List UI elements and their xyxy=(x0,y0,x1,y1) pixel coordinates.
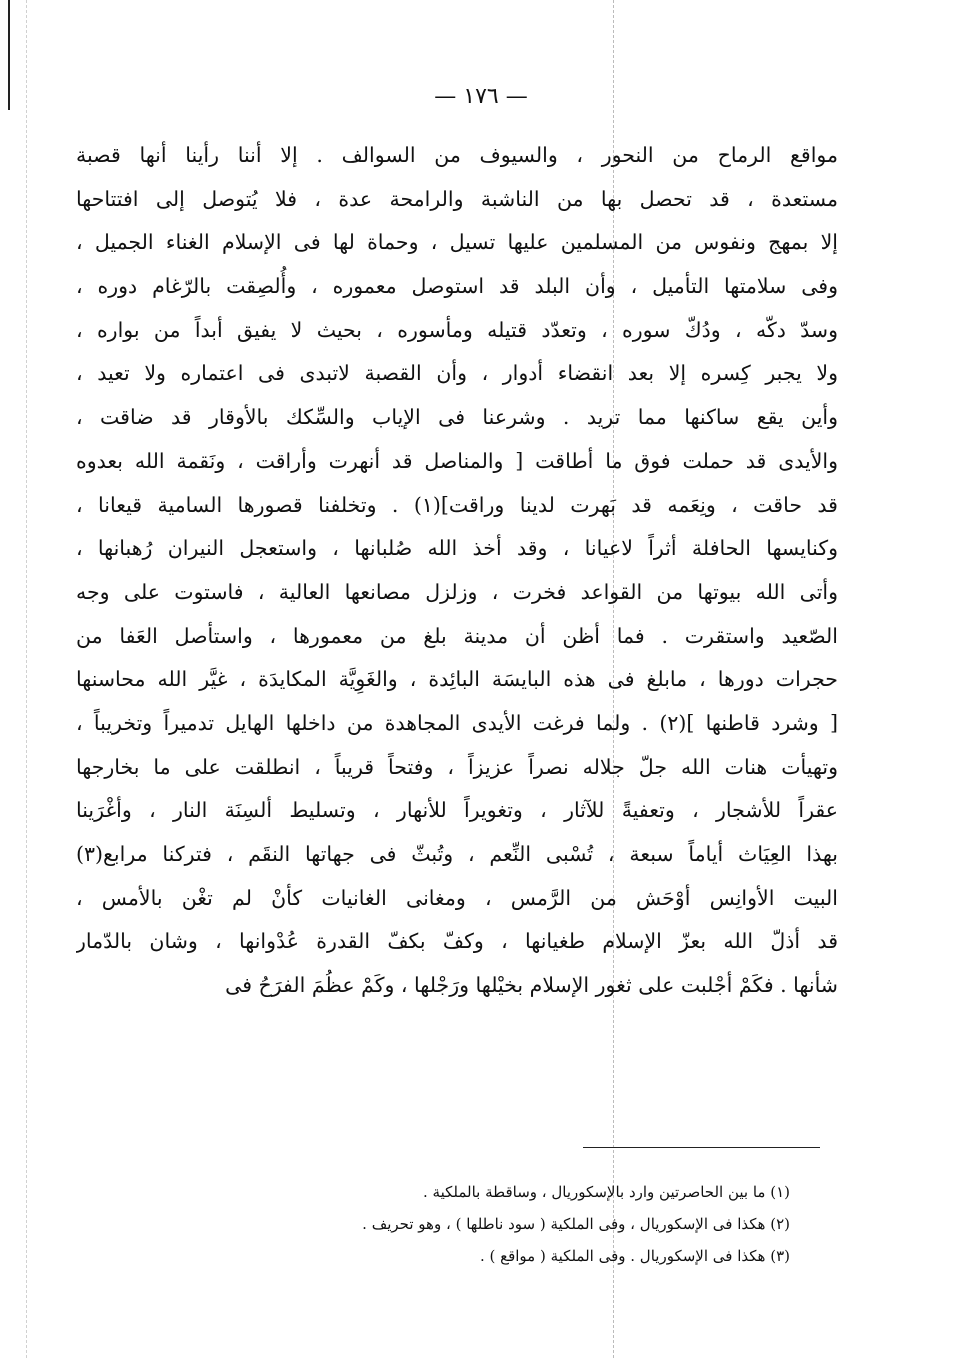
scan-fold-line-left xyxy=(26,0,27,1358)
footnote-2: (٢) هكذا فى الإسكوريال ، وفى الملكية ( سود ناطلها ) ، وهو تحريف . xyxy=(362,1215,790,1233)
text-line: البيت الأوانِس أوْحَش من الرَّمس ، ومغانى الغانيات كأنْ لم تغْن بالأمس ، xyxy=(76,885,838,910)
text-line: مواقع الرماح من النحور ، والسيوف من السوالف . إلا أننا رأينا أنها قصبة xyxy=(76,143,838,167)
footnotes xyxy=(250,1176,790,1272)
text-line: وفى سلامتها التأميل ، وأن البلد قد استوصل معموره ، وأُلصِقت بالرّغام دوره ، xyxy=(76,274,838,299)
text-line: قد حاقت ، ونِعَمه قد بَهرت لدينا وراقت](١) . وتخلفنا قصورها السامية قيعانا ، xyxy=(76,492,838,517)
text-line: وكنايسها الحافلة أثراً لاعيانا ، وقد أخذ الله صُلبانها ، واستعجل النيران رُهبانها ، xyxy=(76,536,838,561)
footnote-3: (٣) هكذا فى الإسكوريال . وفى الملكية ( مواقع ) . xyxy=(479,1247,790,1265)
footnote-divider xyxy=(583,1147,820,1148)
text-line: ولا يجبر كِسره إلا بعد انقضاء أدوار ، وأن القصبة لاتبدى فى اعتماره ولا تعيد ، xyxy=(76,361,838,386)
text-line: مستعدة ، قد تحصل بها من الناشبة والرامحة عدة ، فلا يُتوصل إلى افتتاحها xyxy=(76,186,838,211)
text-line: وأين يقع ساكنها مما تريد . وشرعنا فى الإياب والسِّكك بالأوقار قد ضاقت ، xyxy=(76,405,838,430)
text-line: شأنها . فكَمْ أجْلبت على ثغور الإسلام بخيْلها ورَجْلها ، وكَمْ عظُمَ الفرَحُ فى xyxy=(225,973,838,998)
text-line: وتهيأت هنات الله جلّ جلاله نصراً عزيزاً ، وفتحاً قريباً ، انطلقت على ما بخارجها xyxy=(76,754,838,779)
page-number: — ١٧٦ — xyxy=(434,84,528,109)
text-line: إلا بمهج ونفوس من المسلمين عليها تسيل ، وحماة لها فى الإسلام الغناء الجميل ، xyxy=(76,230,838,255)
footnote-1: (١) ما بين الحاصرتين وارد بالإسكوريال ، وساقطة بالملكية . xyxy=(423,1183,790,1201)
text-line: والأيدى قد حملت فوق ما أطاقت [ والمناصل قد أنهرت وأراقت ، ونَقمة الله بعدوه xyxy=(76,448,838,473)
text-line: بهذا العِيَاث أياماً سبعة ، تُسْبى النِّعم ، وتُبثّ فى جهاتها النقَم ، فتركنا مرابع(٣) xyxy=(76,842,838,866)
text-line: حجرات دورها ، مابلغ فى هذه البايسَة البائِدة ، والغَوِيَّة المكايدَة ، غيَّر الله محاسنها xyxy=(76,667,838,692)
text-line: [ وشرد قاطنها ](٢) . ولما فرغت الأيدى المجاهدة من داخلها الهايل تدميراً وتخريباً ، xyxy=(76,710,838,735)
text-line: وسدّ دكّه ، ودُكّ سوره ، وتعدّد قتيله ومأسوره ، بحيث لا يفيق أبداً من بواره ، xyxy=(76,317,838,342)
text-line: الصّعيد واستقرت . فما أظن أن مدينة بلغ من معمورها ، واستأصل العَفا من xyxy=(76,623,838,648)
text-line: قد أذلّ الله بعزّ الإسلام طغيانها ، وكفّ بكفّ القدرة عُدْوانها ، وشان بالدّمار xyxy=(76,929,838,954)
text-line: عقراً للأشجار ، وتعفيةً للآثار ، وتغويراً للأنهار ، وتسليط ألسِنَة النار ، وأغْرَينا xyxy=(76,798,838,823)
text-line: وأتى الله بيوتها من القواعد فخرت ، وزلزل مصانعها العالية ، فاستوت على وجه xyxy=(76,579,838,604)
main-text xyxy=(76,134,838,1008)
